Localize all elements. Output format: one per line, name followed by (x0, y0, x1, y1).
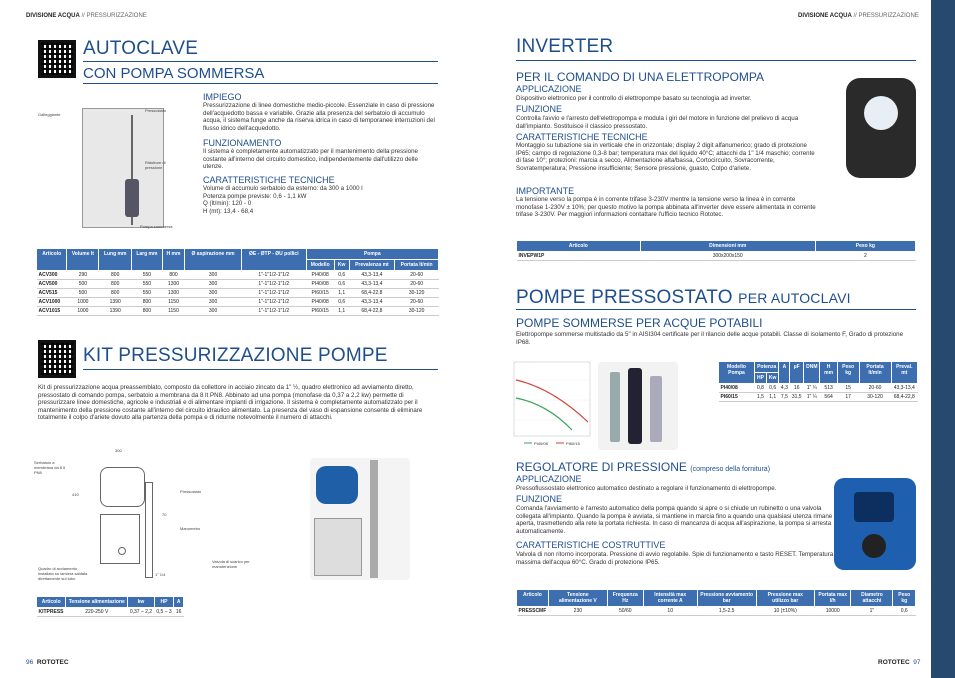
caratteristiche-text: Valvola di non ritorno incorporata. Pressione di avvio regolabile. Spie di funzionamento e tasto RESET. Temperatura massima dell'acqua 60°C. Grado di protezione IP65. (516, 551, 834, 566)
pump-photo (598, 362, 678, 450)
inverter-table: Articolo Dimensioni mm Peso kg INVEPW1P 300x200x150 2 (516, 240, 916, 261)
footer-left: 96 ROTOTEC (26, 659, 69, 666)
divider (516, 60, 916, 61)
section-header: DIVISIONE ACQUA // PRESSURIZZAZIONE (26, 13, 147, 19)
tank-shape (316, 466, 358, 504)
pressostato-title: POMPE PRESSOSTATO PER AUTOCLAVI (516, 287, 851, 308)
pressostato-text: Elettropompe sommerse multistadio da 5" in AISI304 certificate per il rilancio delle acque potabili. Classe di isolamento F, Grado di protezione IP68. (516, 331, 904, 346)
funzione-heading: FUNZIONE (516, 104, 562, 114)
funzione-heading: FUNZIONE (516, 494, 562, 504)
regolatore-title: REGOLATORE DI PRESSIONE (compreso della fornitura) (516, 460, 771, 474)
autoclave-subtitle: CON POMPA SOMMERSA (83, 65, 265, 82)
regolatore-table: Articolo Tensione alimentazione V Frequenza Hz Intensità max corrente A Pressione avviamento bar Pressione max utilizzo bar Portata max l/h Diametro attacchi Peso kg PRESSCMF 230 50/60 10 1,5-2,5 10 (±10%) 10000 1" 0,6 (516, 589, 916, 616)
diagram-label: Valvola di scarico per manutenzione (212, 559, 250, 569)
page-edge-bar (931, 0, 955, 678)
table-row: PI60/15 1,5 1,1 7,5 31,5 1" ¼ 564 17 30-120 68,4-22,8 (719, 393, 918, 402)
footer-right: ROTOTEC 97 (878, 659, 921, 666)
applicazione-heading: APPLICAZIONE (516, 84, 582, 94)
inverter-subtitle: PER IL COMANDO DI UNA ELETTROPOMPA (516, 70, 765, 84)
diagram-label: Pressostato (180, 489, 202, 494)
kit-diagram: 300 410 70 1" 1/4 (72, 448, 167, 577)
table-row: ACV300 290 800 550 800 300 1"-1"1/2-1"1/2 PI40/08 0,6 43,3-13,4 20-60 (37, 271, 439, 280)
qr-code (38, 40, 76, 78)
regolatore-photo (834, 478, 916, 570)
legend-label: PI40/08 (534, 441, 548, 446)
caratteristiche-heading: CARATTERISTICHE TECNICHE (203, 175, 335, 185)
pressostato-subtitle: POMPE SOMMERSE PER ACQUE POTABILI (516, 316, 763, 330)
divider (83, 369, 438, 370)
diagram-label: Manometro (180, 526, 201, 531)
table-row: ACV1015 1000 1390 800 1150 300 1"-1"1/2-1"1/2 PI60/15 1,1 68,4-22,8 30-120 (37, 307, 439, 316)
pump-table: Modello Pompa Potenza A µF DNM H mm Peso kg Portata lt/min Preval. mt HP Kw PI40/08 0,8 0,6 4,3 16 1" ¼ 513 15 20-60 43,3-13,4 PI60/15 1,5 1,1 7,5 31,5 1" ¼ 564 17 30-120 68,4-22,8 (718, 361, 918, 402)
funzionamento-heading: FUNZIONAMENTO (203, 138, 282, 148)
display-shape (864, 96, 898, 130)
table-row: ACV515 500 800 550 1300 300 1"-1"1/2-1"1/2 PI60/15 1,1 68,4-22,8 30-120 (37, 289, 439, 298)
funzionamento-text: Il sistema è completamente automatizzato per il mantenimento della pressione costante all'interno del circuito domestico, indipendentemente dall'utilizzo delle utenze. (203, 148, 418, 171)
caratteristiche-text: Volume di accumulo serbatoio da esterno: da 300 a 1000 l Potenza pompe previste: 0,6 - 1,1 kW Q (lt/min): 120 - 0 H (mt): 13,4 - 68,4 (203, 185, 363, 215)
funzione-text: Comanda l'avviamento e l'arresto automatico della pompa quando si apre o si chiude un rubinetto o una valvola collegata all'impianto. Quando la pompa è avviata, si mantiene in marcia fino a quando una qualsiasi utenza rimane aperta, trasmettendo alla rete la portata richiesta. In caso di mancanza di acqua all'aspirazione, la pompa si arresta automaticamente. (516, 505, 833, 535)
kit-title: KIT PRESSURIZZAZIONE POMPE (83, 345, 388, 366)
legend-label: PI60/15 (566, 441, 580, 446)
kit-table: Articolo Tensione alimentazione kw HP A KITPRESS 220-250 V 0,37 – 2,2 0,5 – 3 16 (36, 596, 184, 617)
funzione-text: Controlla l'avvio e l'arresto dell'elettropompa e modula i giri del motore in funzione del prelievo di acqua dall'impianto. Sostituisce il classico pressostato. (516, 115, 799, 130)
diagram-label: Galleggiante (38, 112, 61, 117)
table-row: PI40/08 0,8 0,6 4,3 16 1" ¼ 513 15 20-60 43,3-13,4 (719, 384, 918, 393)
caratteristiche-text: Montaggio su tubazione sia in verticale che in orizzontale; display 2 digit alfanumerico; grado di protezione IP65; campo di regolazione 0,3-8 bar; temperatura max del liquido 40°C; attacchi da 1" 1/4 maschio; corrente di fase 10°; protezioni: marcia a secco, Alimentazione alta/bassa, Cortocircuito, Sovracorrente, Sovratemperatura; Pressione insufficiente; Sensore pressione, guasto, Colpo d'ariete. (516, 142, 815, 172)
impiego-heading: IMPIEGO (203, 92, 242, 102)
section-header: DIVISIONE ACQUA // PRESSURIZZAZIONE (798, 13, 919, 19)
pump-shape (125, 179, 139, 217)
qr-code (38, 340, 76, 378)
divider (83, 83, 438, 84)
inverter-title: INVERTER (516, 36, 614, 57)
applicazione-text: Pressoflussostato elettronico automatico destinato a regolare il funzionamento di elettropompe. (516, 485, 777, 492)
kit-text: Kit di pressurizzazione acqua preassemblato, composto da collettore in acciaio zincato da 1" ½, quadro elettronico ad avviamento diretto, pressostato di comando pompa, serbatoio a membrana da 8 lt PN8. Abbinato ad una pompa (monofase da 0,37 a 2,2 kw) permette di pressurizzare linee domestiche, agricole e industriali e di alimentare impianti di irrigazione. Il sistema è completamente automatizzato per il mantenimento della pressione costante all'interno del circuito idraulico alimentato. La presenza del vaso di espansione consente di eliminare totalmente il colpo d'ariete dovuto alla partenza della pompa e di ridurne notevolmente il numero di attacchi. (38, 384, 423, 422)
performance-chart (512, 360, 592, 450)
divider (516, 309, 916, 310)
right-page (478, 0, 955, 678)
diagram-label: Quadro di avviamento installato su lamiera saldata direttamente sul tubo (38, 566, 88, 581)
importante-heading: IMPORTANTE (516, 186, 575, 196)
divider (83, 61, 438, 62)
autoclave-table: Articolo Volume lt Lung mm Larg mm H mm Ø aspirazione mm ØE - ØTP - ØU pollici Pompa Modello Kw Prevalenza mt Portata lt/min ACV300 290 800 550 800 300 1"-1"1/2-1"1/2 PI40/08 0,6 43,3-13,4 20-60 ACV500 500 800 550 1300 300 1"-1"1/2-1"1/2 PI40/08 0,6 43,3-13,4 20-60 ACV515 500 800 550 1300 300 1"-1"1/2-1"1/2 PI60/15 1,1 68,4-22,8 30-120 ACV1000 1000 1390 800 1150 300 1"-1"1/2-1"1/2 PI40/08 0,6 43,3-13,4 20-60 ACV1015 1000 1390 800 1150 300 1"-1"1/2-1"1/2 PI60/15 1,1 68,4-22,8 30-120 (36, 248, 439, 316)
importante-text: La tensione verso la pompa è in corrente trifase 3-230V mentre la tensione verso la linea è in corrente monofase 1-230V ± 10%; per questo motivo la pompa abbinata all'inverter deve essere alimentata in corrente trifase 3-230V. Per maggiori informazioni contattare l'ufficio tecnico Rototec. (516, 196, 816, 219)
diagram-label: Riduttore di pressione (145, 160, 166, 170)
applicazione-text: Dispositivo elettronico per il controllo di elettropompe basato su tecnologia ad inverter. (516, 95, 752, 102)
table-row: ACV1000 1000 1390 800 1150 300 1"-1"1/2-1"1/2 PI40/08 0,6 43,3-13,4 20-60 (37, 298, 439, 307)
diagram-label: Pressostato (145, 108, 167, 113)
impiego-text: Pressurizzazione di linee domestiche medio-piccole. Essenziale in caso di pressione dell'acquedotto bassa e variabile. Grazie alla presenza del serbatoio di accumulo acqua, il sistema funge anche da riserva idrica in caso di temporanee interruzioni del flusso idrico dell'acquedotto. (203, 102, 435, 132)
caratteristiche-heading: CARATTERISTICHE COSTRUTTIVE (516, 540, 666, 550)
inverter-photo (846, 78, 916, 178)
kit-photo (310, 458, 410, 580)
applicazione-heading: APPLICAZIONE (516, 474, 582, 484)
caratteristiche-heading: CARATTERISTICHE TECNICHE (516, 132, 648, 142)
table-row: ACV500 500 800 550 1300 300 1"-1"1/2-1"1/2 PI40/08 0,6 43,3-13,4 20-60 (37, 280, 439, 289)
diagram-label: Pompa sommersa (140, 224, 173, 229)
autoclave-title: AUTOCLAVE (83, 38, 199, 59)
diagram-label: Serbatoio a membrana da 8 lt PN8 (34, 460, 66, 475)
